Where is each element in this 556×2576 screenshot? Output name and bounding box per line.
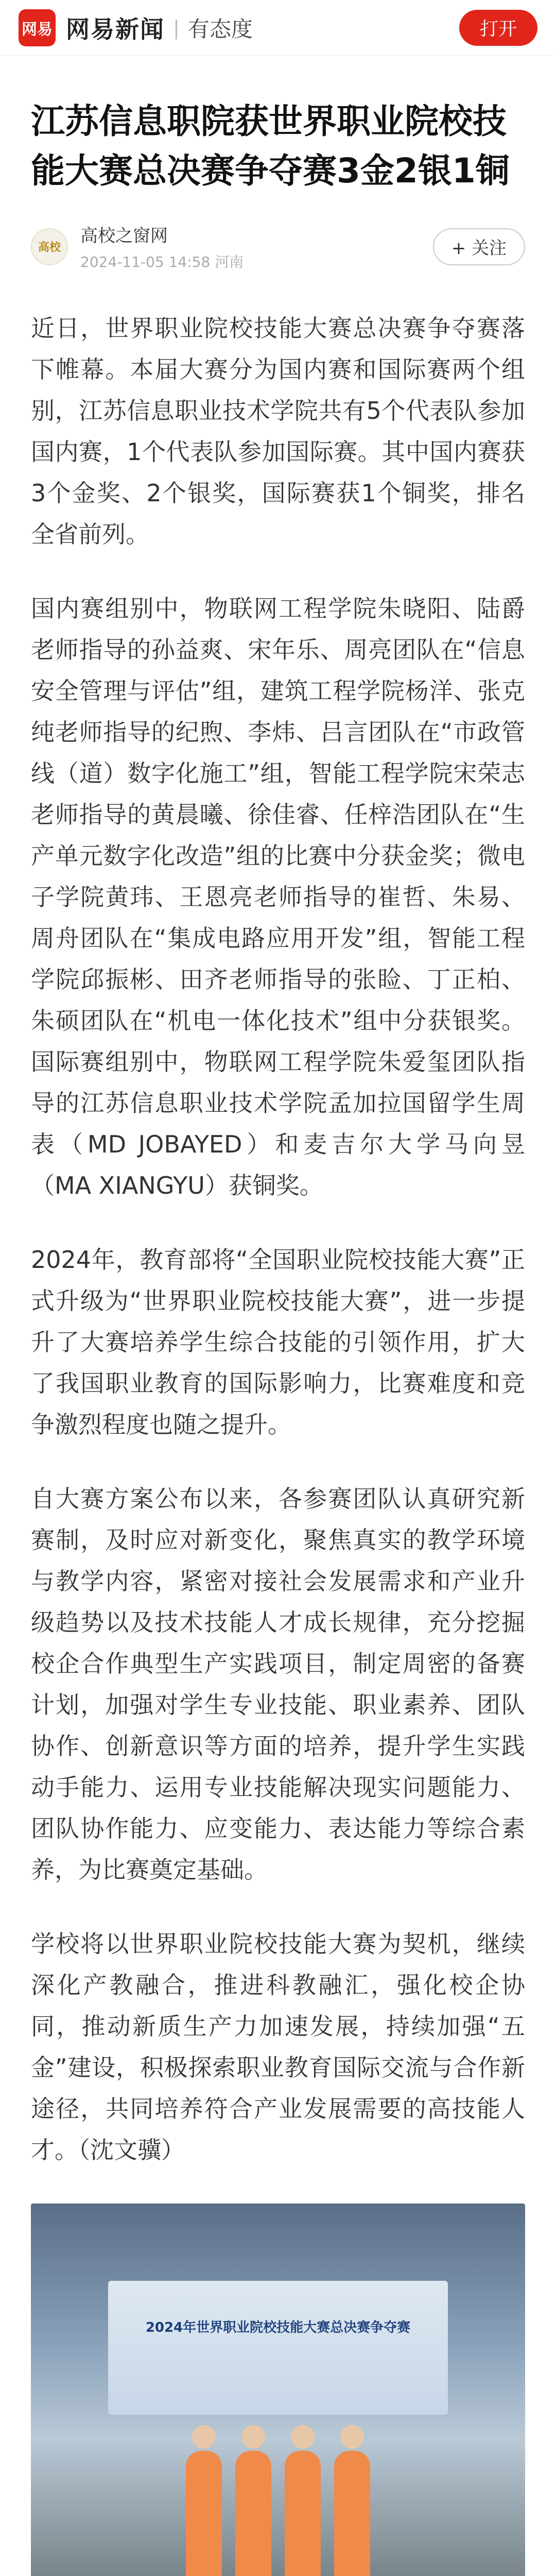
person	[235, 2451, 271, 2576]
brand-slogan: 有态度	[187, 16, 253, 42]
article-body	[31, 308, 525, 2171]
source-name[interactable]: 高校之窗网	[80, 226, 168, 246]
paragraph: 2024年，教育部将“全国职业院校技能大赛”正式升级为“世界职业院校技能大赛”，进一步提升了大赛培养学生综合技能的引领作用，扩大了我国职业教育的国际影响力，比赛难度和竞争激烈程度也随之提升。	[31, 1246, 525, 1438]
banner-text: 2024年世界职业院校技能大赛总决赛争夺赛	[145, 2320, 411, 2335]
person	[334, 2451, 370, 2576]
brand-separator: |	[173, 16, 180, 39]
source-avatar[interactable]: 高校	[31, 228, 68, 265]
article	[0, 97, 556, 2576]
article-meta	[31, 222, 525, 272]
netease-logo[interactable]: 网易	[19, 9, 56, 46]
person	[285, 2451, 321, 2576]
publish-time: 2024-11-05 14:58 河南	[80, 253, 244, 270]
team-group	[31, 2430, 525, 2576]
paragraph: 近日，世界职业院校技能大赛总决赛争夺赛落下帷幕。本届大赛分为国内赛和国际赛两个组别，江苏信息职业技术学院共有5个代表队参加国内赛，1个代表队参加国际赛。其中国内赛获3个金奖、2个银奖，国际赛获1个铜奖，排名全省前列。	[31, 314, 525, 548]
open-app-button[interactable]: 打开	[459, 10, 537, 46]
paragraph: 自大赛方案公布以来，各参赛团队认真研究新赛制，及时应对新变化，聚焦真实的教学环境与教学内容，紧密对接社会发展需求和产业升级趋势以及技术技能人才成长规律，充分挖掘校企合作典型生产实践项目，制定周密的备赛计划，加强对学生专业技能、职业素养、团队协作、创新意识等方面的培养，提升学生实践动手能力、运用专业技能解决现实问题能力、团队协作能力、应变能力、表达能力等综合素养，为比赛奠定基础。	[31, 1485, 525, 1884]
app-topbar	[0, 0, 556, 56]
person	[186, 2451, 222, 2576]
follow-button[interactable]: + 关注	[433, 228, 525, 265]
article-title: 江苏信息职院获世界职业院校技能大赛总决赛争夺赛3金2银1铜	[31, 101, 510, 191]
paragraph: 国内赛组别中，物联网工程学院朱晓阳、陆爵老师指导的孙益爽、宋年乐、周亮团队在“信息安全管理与评估”组，建筑工程学院杨洋、张克纯老师指导的纪煦、李炜、吕言团队在“市政管线（道）数字化施工”组，智能工程学院宋荣志老师指导的黄晨曦、徐佳睿、任梓浩团队在“生产单元数字化改造”组的比赛中分获金奖；微电子学院黄玮、王恩亮老师指导的崔哲、朱易、周舟团队在“集成电路应用开发”组，智能工程学院邱振彬、田齐老师指导的张睑、丁正柏、朱硕团队在“机电一体化技术”组中分获银奖。国际赛组别中，物联网工程学院朱爱玺团队指导的江苏信息职业技术学院孟加拉国留学生周表（MD JOBAYED）和麦吉尔大学马向昱（MA XIANGYU）获铜奖。	[31, 595, 525, 1199]
stage-banner	[108, 2281, 448, 2415]
source-info	[80, 222, 244, 272]
award-photo-1[interactable]	[31, 2204, 525, 2576]
paragraph: 学校将以世界职业院校技能大赛为契机，继续深化产教融合，推进科教融汇，强化校企协同，推动新质生产力加速发展，持续加强“五金”建设，积极探索职业教育国际交流与合作新途径，共同培养符合产业发展需要的高技能人才。（沈文骥）	[31, 1930, 525, 2164]
brand-name: 网易新闻	[66, 15, 165, 43]
